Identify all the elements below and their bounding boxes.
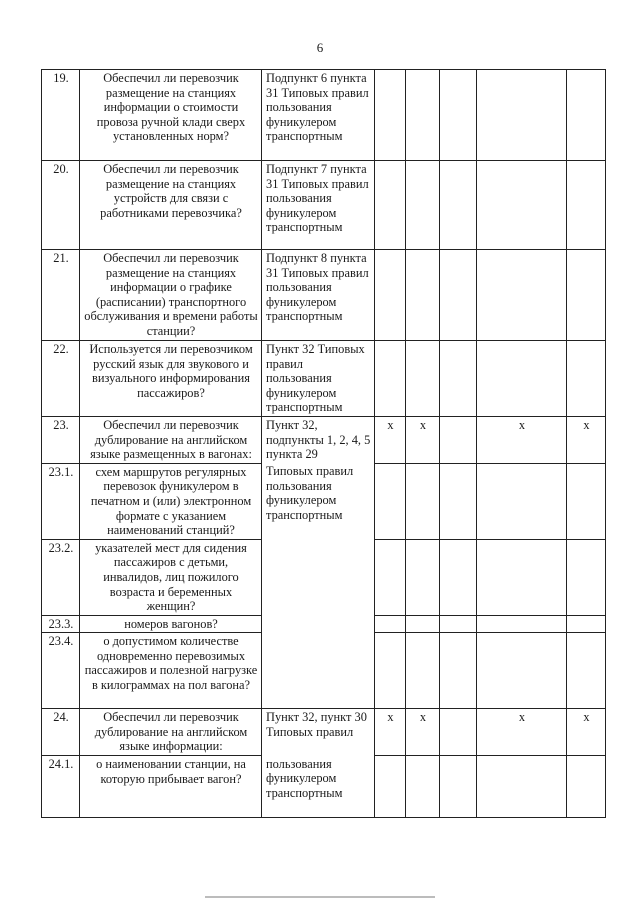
answer-mark: x [567, 416, 606, 463]
answer-mark: x [477, 709, 567, 756]
answer-extra-cell[interactable] [567, 615, 606, 633]
row-number: 23. [42, 416, 80, 463]
legal-reference: Подпункт 8 пункта 31 Типовых правил пользования фуникулером транспортным [262, 250, 375, 341]
answer-yes-cell[interactable] [375, 70, 406, 161]
answer-extra-cell[interactable] [567, 463, 606, 539]
answer-no-cell[interactable] [406, 250, 440, 341]
answer-extra-cell[interactable] [567, 756, 606, 818]
row-number: 23.4. [42, 633, 80, 709]
requirement-question: Обеспечил ли перевозчик размещение на станциях устройств для связи с работниками перевозчика? [80, 161, 262, 250]
answer-note-cell[interactable] [477, 633, 567, 709]
answer-no-cell[interactable] [406, 615, 440, 633]
answer-yes-cell[interactable] [375, 633, 406, 709]
answer-no-cell[interactable] [406, 756, 440, 818]
answer-note-cell[interactable] [477, 70, 567, 161]
row-number: 23.3. [42, 615, 80, 633]
row-number: 19. [42, 70, 80, 161]
answer-na-cell[interactable] [440, 463, 477, 539]
table-row [42, 161, 606, 250]
legal-reference: Пункт 32 Типовых правил пользования фуникулером транспортным [262, 341, 375, 417]
table-row [42, 756, 606, 818]
answer-extra-cell[interactable] [567, 161, 606, 250]
table-row [42, 416, 606, 463]
row-number: 23.1. [42, 463, 80, 539]
answer-note-cell[interactable] [477, 615, 567, 633]
answer-note-cell[interactable] [477, 756, 567, 818]
row-number: 22. [42, 341, 80, 417]
checklist-table [41, 69, 606, 818]
row-number: 24. [42, 709, 80, 756]
answer-na-cell[interactable] [440, 756, 477, 818]
legal-reference: Типовых правил пользования фуникулером транспортным [262, 463, 375, 709]
row-number: 24.1. [42, 756, 80, 818]
table-row [42, 463, 606, 539]
requirement-question: о допустимом количестве одновременно перевозимых пассажиров и полезной нагрузке в килограммах на пол вагона? [80, 633, 262, 709]
requirement-question: Обеспечил ли перевозчик дублирование на английском языке размещенных в вагонах: [80, 416, 262, 463]
legal-reference: Подпункт 7 пункта 31 Типовых правил пользования фуникулером транспортным [262, 161, 375, 250]
answer-no-cell[interactable] [406, 341, 440, 417]
answer-mark: x [375, 416, 406, 463]
requirement-question: Используется ли перевозчиком русский язык для звукового и визуального информирования пассажиров? [80, 341, 262, 417]
answer-note-cell[interactable] [477, 250, 567, 341]
requirement-question: указателей мест для сидения пассажиров с детьми, инвалидов, лиц пожилого возраста и беременных женщин? [80, 539, 262, 615]
answer-na-cell[interactable] [440, 615, 477, 633]
answer-extra-cell[interactable] [567, 250, 606, 341]
table-row [42, 709, 606, 756]
answer-yes-cell[interactable] [375, 756, 406, 818]
row-number: 23.2. [42, 539, 80, 615]
answer-no-cell[interactable] [406, 70, 440, 161]
answer-mark: x [477, 416, 567, 463]
answer-na-cell[interactable] [440, 250, 477, 341]
requirement-question: Обеспечил ли перевозчик дублирование на английском языке информации: [80, 709, 262, 756]
answer-no-cell[interactable] [406, 633, 440, 709]
answer-yes-cell[interactable] [375, 615, 406, 633]
answer-no-cell[interactable] [406, 539, 440, 615]
requirement-question: Обеспечил ли перевозчик размещение на станциях информации о стоимости провоза ручной клади сверх установленных норм? [80, 70, 262, 161]
answer-note-cell[interactable] [477, 539, 567, 615]
answer-na-cell[interactable] [440, 161, 477, 250]
scan-artifact-line [205, 896, 435, 898]
row-number: 21. [42, 250, 80, 341]
answer-yes-cell[interactable] [375, 341, 406, 417]
legal-reference: Пункт 32, подпункты 1, 2, 4, 5 пункта 29 [262, 416, 375, 463]
answer-mark: x [375, 709, 406, 756]
answer-extra-cell[interactable] [567, 633, 606, 709]
table-row [42, 70, 606, 161]
legal-reference: пользования фуникулером транспортным [262, 756, 375, 818]
answer-mark: x [406, 709, 440, 756]
requirement-question: о наименовании станции, на которую прибывает вагон? [80, 756, 262, 818]
answer-extra-cell[interactable] [567, 539, 606, 615]
requirement-question: схем маршрутов регулярных перевозок фуникулером в печатном и (или) электронном формате с указанием наименований станций? [80, 463, 262, 539]
legal-reference: Пункт 32, пункт 30 Типовых правил [262, 709, 375, 756]
answer-yes-cell[interactable] [375, 250, 406, 341]
answer-yes-cell[interactable] [375, 463, 406, 539]
answer-extra-cell[interactable] [567, 70, 606, 161]
answer-na-cell[interactable] [440, 633, 477, 709]
legal-reference: Подпункт 6 пункта 31 Типовых правил пользования фуникулером транспортным [262, 70, 375, 161]
answer-yes-cell[interactable] [375, 539, 406, 615]
answer-na-cell[interactable] [440, 709, 477, 756]
answer-note-cell[interactable] [477, 463, 567, 539]
requirement-question: Обеспечил ли перевозчик размещение на станциях информации о графике (расписании) транспортного обслуживания и времени работы станции? [80, 250, 262, 341]
requirement-question: номеров вагонов? [80, 615, 262, 633]
answer-na-cell[interactable] [440, 539, 477, 615]
answer-na-cell[interactable] [440, 70, 477, 161]
answer-extra-cell[interactable] [567, 341, 606, 417]
answer-na-cell[interactable] [440, 341, 477, 417]
answer-na-cell[interactable] [440, 416, 477, 463]
row-number: 20. [42, 161, 80, 250]
table-row [42, 341, 606, 417]
answer-mark: x [567, 709, 606, 756]
answer-yes-cell[interactable] [375, 161, 406, 250]
answer-no-cell[interactable] [406, 463, 440, 539]
answer-note-cell[interactable] [477, 161, 567, 250]
answer-mark: x [406, 416, 440, 463]
answer-no-cell[interactable] [406, 161, 440, 250]
answer-note-cell[interactable] [477, 341, 567, 417]
page-number: 6 [316, 40, 324, 55]
table-row [42, 250, 606, 341]
